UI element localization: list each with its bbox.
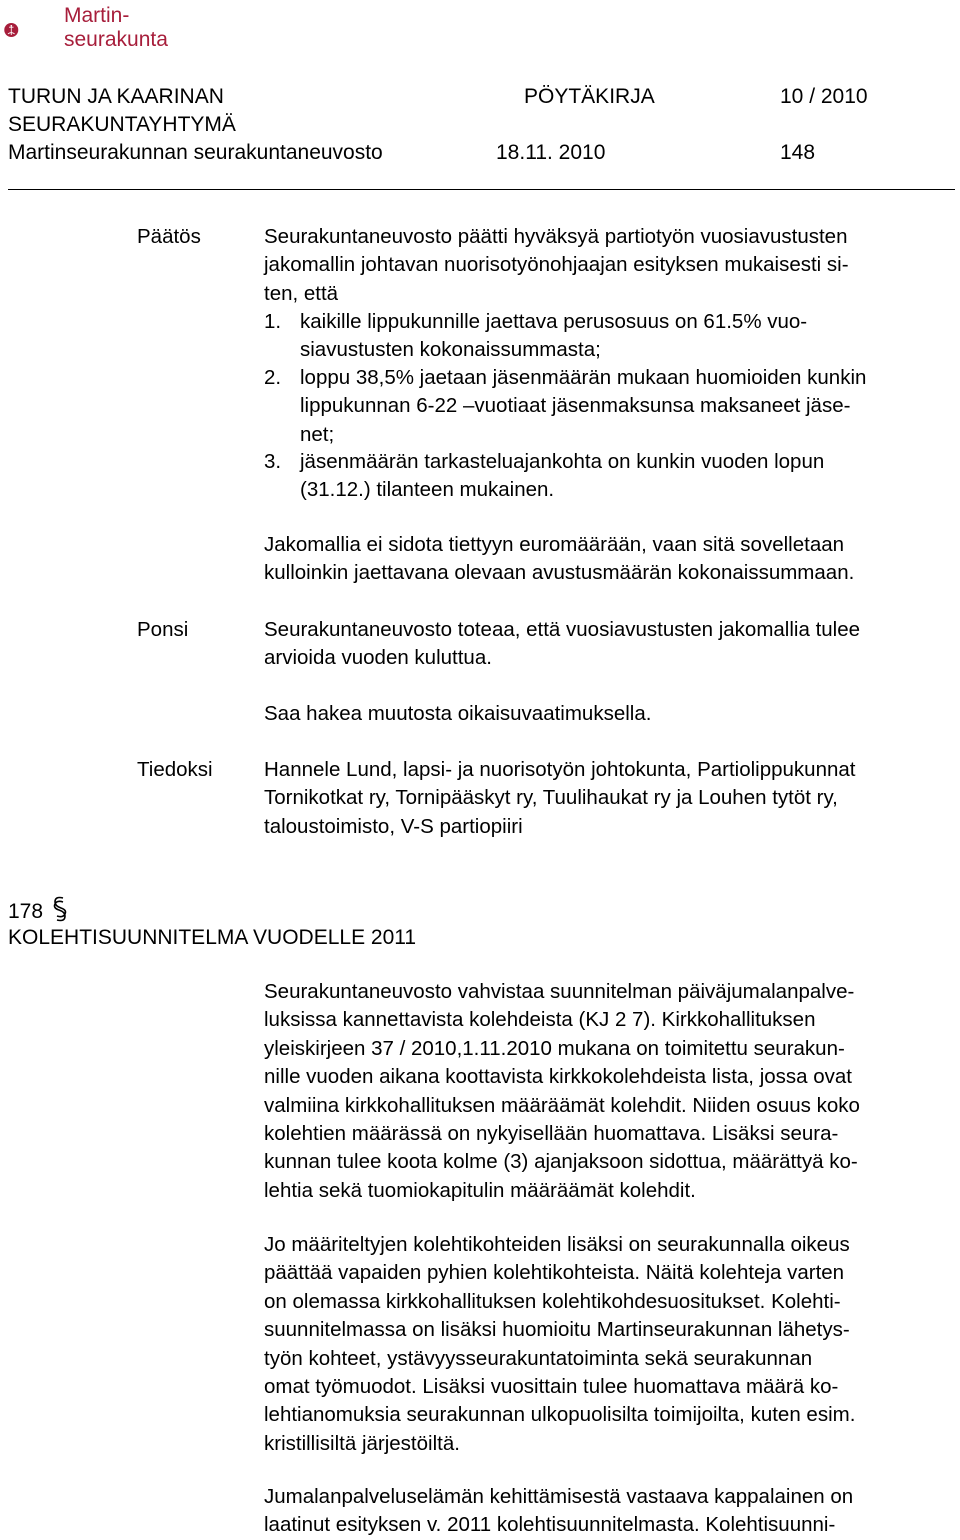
doc-type: PÖYTÄKIRJA	[524, 85, 655, 108]
text-line: kulloinkin jaettavana olevaan avustusmäärän kokonaissummaan.	[264, 561, 855, 585]
ponsi-label: Ponsi	[137, 618, 189, 641]
list-number: 3.	[264, 450, 282, 473]
text-line: laatinut esityksen v. 2011 kolehtisuunnitelmasta. Kolehtisuunni-	[264, 1513, 836, 1537]
logo-line-2: seurakunta	[64, 28, 168, 51]
text-line: luksissa kannettavista kolehdeista (KJ 2 7). Kirkkohallituksen	[264, 1008, 816, 1032]
text-line: loppu 38,5% jaetaan jäsenmäärän mukaan huomioiden kunkin	[300, 366, 867, 389]
text-line: on olemassa kirkkohallituksen kolehtikohdesuositukset. Kolehti-	[264, 1289, 841, 1313]
text-line: Tornikotkat ry, Tornipääskyt ry, Tuulihaukat ry ja Louhen tytöt ry,	[264, 786, 838, 810]
section-title: KOLEHTISUUNNITELMA VUODELLE 2011	[8, 926, 417, 949]
text-line: Seurakuntaneuvosto vahvistaa suunnitelman päiväjumalanpalve-	[264, 980, 855, 1003]
text-line: lippukunnan 6-22 –vuotiaat jäsenmaksunsa maksaneet jäse-	[300, 394, 851, 418]
org-name-line-3: Martinseurakunnan seurakuntaneuvosto	[8, 141, 383, 164]
section-paragraph-1	[264, 978, 960, 1205]
logo-wordmark	[64, 4, 168, 52]
text-line: Seurakuntaneuvosto päätti hyväksyä partiotyön vuosiavustusten	[264, 225, 848, 248]
section-number-row	[8, 894, 71, 926]
logo-line-1: Martin-	[64, 4, 130, 27]
list-number: 2.	[264, 366, 282, 389]
text-line: suunnitelmassa on lisäksi huomioitu Martinseurakunnan lähetys-	[264, 1318, 850, 1342]
text-line: kaikille lippukunnille jaettava perusosuus on 61.5% vuo-	[300, 310, 808, 333]
text-line: kolehtien määrässä on nykyisellään huomattava. Lisäksi seura-	[264, 1122, 839, 1146]
text-line: yleiskirjeen 37 / 2010,1.11.2010 mukana on toimitettu seurakun-	[264, 1036, 845, 1060]
section-paragraph-2	[264, 1231, 960, 1458]
text-line: Saa hakea muutosta oikaisuvaatimuksella.	[264, 702, 652, 725]
list-number: 1.	[264, 310, 282, 333]
text-line: valmiina kirkkohallituksen määräämät kolehdit. Niiden osuus koko	[264, 1093, 860, 1117]
section-sign-icon	[49, 894, 71, 924]
text-line: Jakomallia ei sidota tiettyyn euromäärään, vaan sitä sovelletaan	[264, 533, 845, 556]
text-line: omat työmuodot. Lisäksi vuosittain tulee huomattava määrä ko-	[264, 1375, 839, 1399]
appeal-notice	[264, 700, 960, 728]
text-line: siavustusten kokonaissummasta;	[300, 338, 601, 362]
ponsi-text	[264, 616, 960, 673]
header-divider	[8, 189, 955, 190]
text-line: jäsenmäärän tarkasteluajankohta on kunkin vuoden lopun	[300, 450, 825, 473]
text-line: kristillisiltä järjestöiltä.	[264, 1431, 460, 1455]
text-line: jakomallin johtavan nuorisotyönohjaajan esityksen mukaisesti si-	[264, 253, 849, 277]
text-line: taloustoimisto, V-S partiopiiri	[264, 814, 523, 838]
seurakunta-logo-icon	[4, 2, 60, 58]
text-line: net;	[300, 422, 335, 446]
doc-number: 10 / 2010	[780, 85, 868, 108]
section-number: 178	[8, 900, 44, 923]
text-line: Jumalanpalveluselämän kehittämisestä vastaava kappalainen on	[264, 1485, 854, 1508]
org-name-line-2: SEURAKUNTAYHTYMÄ	[8, 113, 236, 136]
paatos-intro	[264, 223, 960, 308]
paatos-note	[264, 531, 960, 588]
tiedoksi-label: Tiedoksi	[137, 758, 213, 781]
text-line: kunnan tulee koota kolme (3) ajanjaksoon sidottua, määrättyä ko-	[264, 1150, 858, 1174]
text-line: (31.12.) tilanteen mukainen.	[300, 478, 555, 502]
section-paragraph-3	[264, 1483, 960, 1540]
text-line: lehtia sekä tuomiokapitulin määräämät kolehdit.	[264, 1178, 696, 1202]
text-line: ten, että	[264, 281, 339, 305]
org-name-line-1: TURUN JA KAARINAN	[8, 85, 224, 108]
text-line: lehtianomuksia seurakunnan ulkopuolisilta toimijoilta, kuten esim.	[264, 1403, 856, 1427]
text-line: työn kohteet, ystävyysseurakuntatoiminta sekä seurakunnan	[264, 1346, 813, 1370]
tiedoksi-text	[264, 756, 960, 841]
meeting-date: 18.11. 2010	[496, 141, 606, 164]
text-line: Hannele Lund, lapsi- ja nuorisotyön johtokunta, Partiolippukunnat	[264, 758, 856, 781]
page-number: 148	[780, 141, 816, 164]
text-line: arvioida vuoden kuluttua.	[264, 646, 492, 670]
text-line: Seurakuntaneuvosto toteaa, että vuosiavustusten jakomallia tulee	[264, 618, 861, 641]
text-line: Jo määriteltyjen kolehtikohteiden lisäksi on seurakunnalla oikeus	[264, 1233, 850, 1256]
paatos-label: Päätös	[137, 225, 201, 248]
text-line: nille vuoden aikana koottavista kirkkokolehdeista lista, jossa ovat	[264, 1065, 852, 1089]
text-line: päättää vapaiden pyhien kolehtikohteista. Näitä kolehteja varten	[264, 1261, 845, 1285]
